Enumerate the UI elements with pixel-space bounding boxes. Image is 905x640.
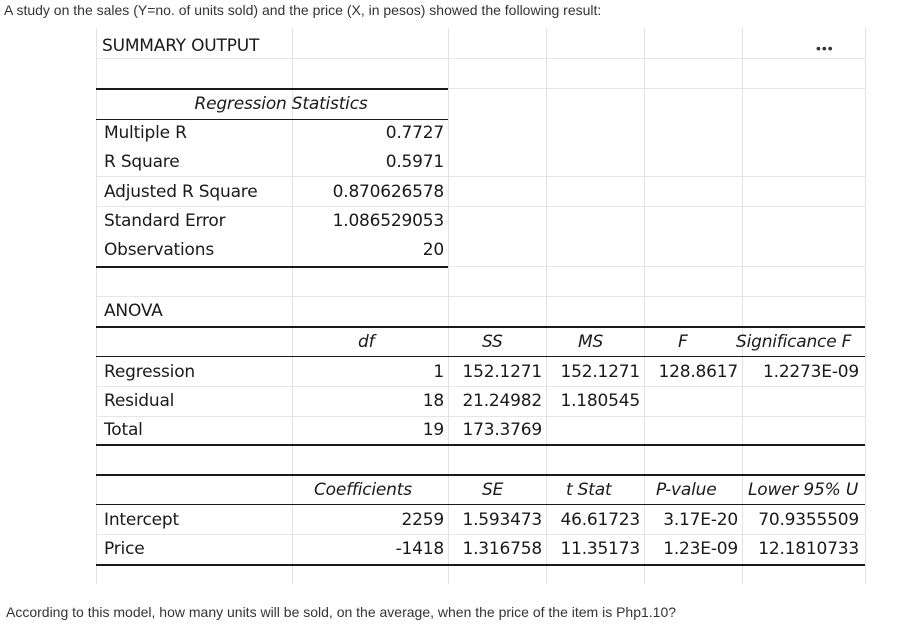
stat-label-adjusted-r-square: Adjusted R Square [104, 182, 258, 202]
question-text: According to this model, how many units will be sold, on the average, when the price of the item is Php1.10? [6, 604, 677, 620]
coef-pvalue-intercept: 3.17E-20 [663, 510, 738, 530]
coef-se-price: 1.316758 [462, 539, 542, 559]
coef-header-se: SE [482, 480, 504, 500]
stat-label-observations: Observations [104, 240, 214, 260]
anova-title: ANOVA [104, 301, 163, 321]
anova-header-f: F [678, 332, 688, 352]
anova-df-total: 19 [422, 420, 444, 440]
anova-label-regression: Regression [104, 362, 195, 382]
anova-sig-regression: 1.2273E-09 [763, 362, 859, 382]
stat-value-multiple-r: 0.7727 [385, 123, 444, 143]
anova-ss-residual: 21.24982 [462, 391, 542, 411]
coef-value-intercept: 2259 [401, 510, 444, 530]
stat-label-multiple-r: Multiple R [104, 123, 187, 143]
anova-ss-regression: 152.1271 [462, 362, 542, 382]
anova-df-regression: 1 [433, 362, 444, 382]
coef-lower95-price: 12.1810733 [758, 539, 859, 559]
anova-ss-total: 173.3769 [462, 420, 542, 440]
coef-header-lower-95: Lower 95% U [748, 480, 859, 500]
more-options-icon[interactable]: ••• [816, 40, 834, 56]
intro-text: A study on the sales (Y=no. of units sold) and the price (X, in pesos) showed the following result: [4, 2, 602, 18]
coef-header-coefficients: Coefficients [314, 480, 412, 500]
coef-label-price: Price [104, 539, 145, 559]
anova-label-total: Total [104, 420, 143, 440]
coef-tstat-intercept: 46.61723 [560, 510, 640, 530]
coef-lower95-intercept: 70.9355509 [758, 510, 859, 530]
anova-ms-residual: 1.180545 [560, 391, 640, 411]
anova-header-ms: MS [578, 332, 604, 352]
anova-ms-regression: 152.1271 [560, 362, 640, 382]
coef-se-intercept: 1.593473 [462, 510, 542, 530]
stat-label-standard-error: Standard Error [104, 211, 226, 231]
stat-value-standard-error: 1.086529053 [332, 211, 444, 231]
anova-header-ss: SS [482, 332, 503, 352]
summary-title: SUMMARY OUTPUT [102, 36, 260, 56]
anova-header-significance-f: Significance F [736, 332, 852, 352]
stat-value-observations: 20 [422, 240, 444, 260]
coef-pvalue-price: 1.23E-09 [663, 539, 738, 559]
stat-label-r-square: R Square [104, 152, 180, 172]
coef-label-intercept: Intercept [104, 510, 179, 530]
coef-tstat-price: 11.35173 [560, 539, 640, 559]
anova-header-df: df [358, 332, 375, 352]
anova-f-regression: 128.8617 [658, 362, 738, 382]
stat-value-r-square: 0.5971 [385, 152, 444, 172]
coef-header-t-stat: t Stat [566, 480, 612, 500]
spreadsheet [96, 28, 866, 584]
anova-label-residual: Residual [104, 391, 175, 411]
anova-df-residual: 18 [422, 391, 444, 411]
stat-value-adjusted-r-square: 0.870626578 [332, 182, 444, 202]
coef-value-price: -1418 [395, 539, 444, 559]
regression-stats-title: Regression Statistics [194, 94, 368, 114]
coef-header-p-value: P-value [656, 480, 717, 500]
